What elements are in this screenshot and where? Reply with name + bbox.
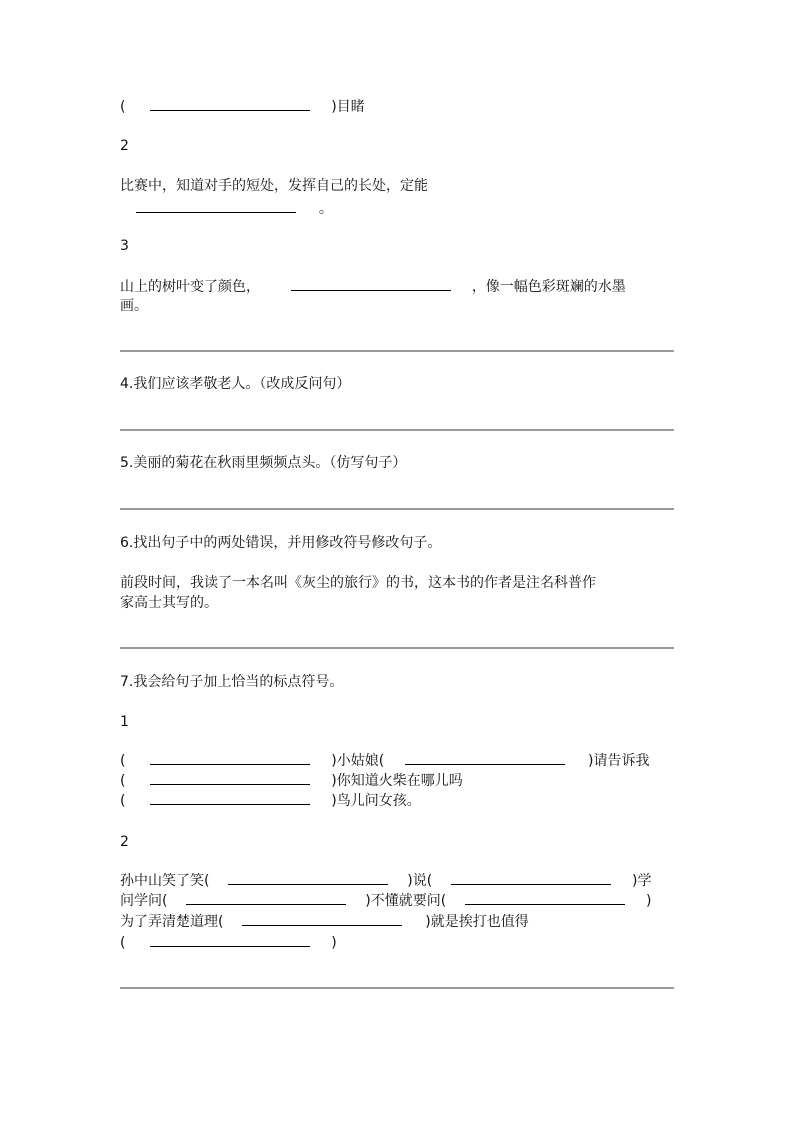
answer-rule — [120, 508, 674, 510]
answer-rule — [120, 429, 674, 431]
paren-open: ( — [120, 753, 126, 769]
answer-blank[interactable] — [228, 870, 388, 885]
answer-blank[interactable] — [465, 890, 625, 905]
answer-blank[interactable] — [150, 770, 310, 785]
answer-blank[interactable] — [242, 911, 402, 926]
line-text: )不懂就要问( — [365, 893, 447, 909]
question-5-prompt: 5.美丽的菊花在秋雨里频频点头。（仿写句子） — [120, 455, 407, 471]
answer-rule — [120, 987, 674, 989]
punctuation-line-7 — [120, 932, 337, 953]
answer-line-top — [120, 96, 365, 117]
paren-open: ( — [120, 773, 126, 789]
item-number-1: 1 — [120, 714, 129, 730]
answer-blank[interactable] — [150, 96, 310, 111]
line-text: )鸟儿问女孩。 — [331, 793, 421, 809]
question-3-line-2: 画。 — [120, 298, 148, 314]
line-text: 孙中山笑了笑( — [120, 873, 210, 889]
answer-blank[interactable] — [150, 932, 310, 947]
answer-blank[interactable] — [150, 750, 310, 765]
answer-blank[interactable] — [291, 276, 451, 291]
paren-open: ( — [120, 99, 126, 115]
question-6-sentence-2: 家高士其写的。 — [120, 595, 218, 611]
question-6-sentence-1: 前段时间，我读了一本名叫《灰尘的旅行》的书，这本书的作者是注名科普作 — [120, 575, 596, 591]
paren-close: ) — [331, 935, 337, 951]
question-7-prompt: 7.我会给句子加上恰当的标点符号。 — [120, 674, 344, 690]
line-text: )小姑娘( — [331, 753, 385, 769]
question-4-prompt: 4.我们应该孝敬老人。（改成反问句） — [120, 376, 351, 392]
line-text: )学 — [632, 873, 652, 889]
item-number-3: 3 — [120, 238, 129, 254]
answer-blank[interactable] — [186, 890, 346, 905]
punctuation-line-4 — [120, 870, 652, 891]
punctuation-line-3 — [120, 790, 421, 811]
question-6-prompt: 6.找出句子中的两处错误，并用修改符号修改句子。 — [120, 535, 442, 551]
answer-rule — [120, 350, 674, 352]
period: 。 — [318, 201, 333, 217]
question-2-answer-line — [136, 198, 333, 219]
answer-blank[interactable] — [136, 198, 296, 213]
line-text: )说( — [407, 873, 433, 889]
line-text: )就是挨打也值得 — [425, 914, 529, 930]
answer-blank[interactable] — [451, 870, 611, 885]
line-text: )你知道火柴在哪儿吗 — [331, 773, 463, 789]
punctuation-line-5 — [120, 890, 652, 911]
line-text: ) — [646, 893, 652, 909]
answer-blank[interactable] — [150, 790, 310, 805]
answer-blank[interactable] — [405, 750, 565, 765]
paren-open: ( — [120, 793, 126, 809]
item-number-2: 2 — [120, 138, 129, 154]
punctuation-line-6 — [120, 911, 529, 932]
line-text: 为了弄清楚道理( — [120, 914, 224, 930]
line-text: 问学问( — [120, 893, 168, 909]
q3-text-a: 山上的树叶变了颜色， — [120, 279, 260, 295]
punctuation-line-1 — [120, 750, 650, 771]
paren-open: ( — [120, 935, 126, 951]
q3-text-b: ，像一幅色彩斑斓的水墨 — [471, 279, 626, 295]
question-3-line — [120, 276, 626, 297]
line-text: )请告诉我 — [588, 753, 650, 769]
punctuation-line-2 — [120, 770, 463, 791]
answer-rule — [120, 647, 674, 649]
line-suffix: )目睹 — [331, 99, 365, 115]
question-2-text: 比赛中，知道对手的短处，发挥自己的长处，定能 — [120, 178, 428, 194]
item-number-2b: 2 — [120, 834, 129, 850]
